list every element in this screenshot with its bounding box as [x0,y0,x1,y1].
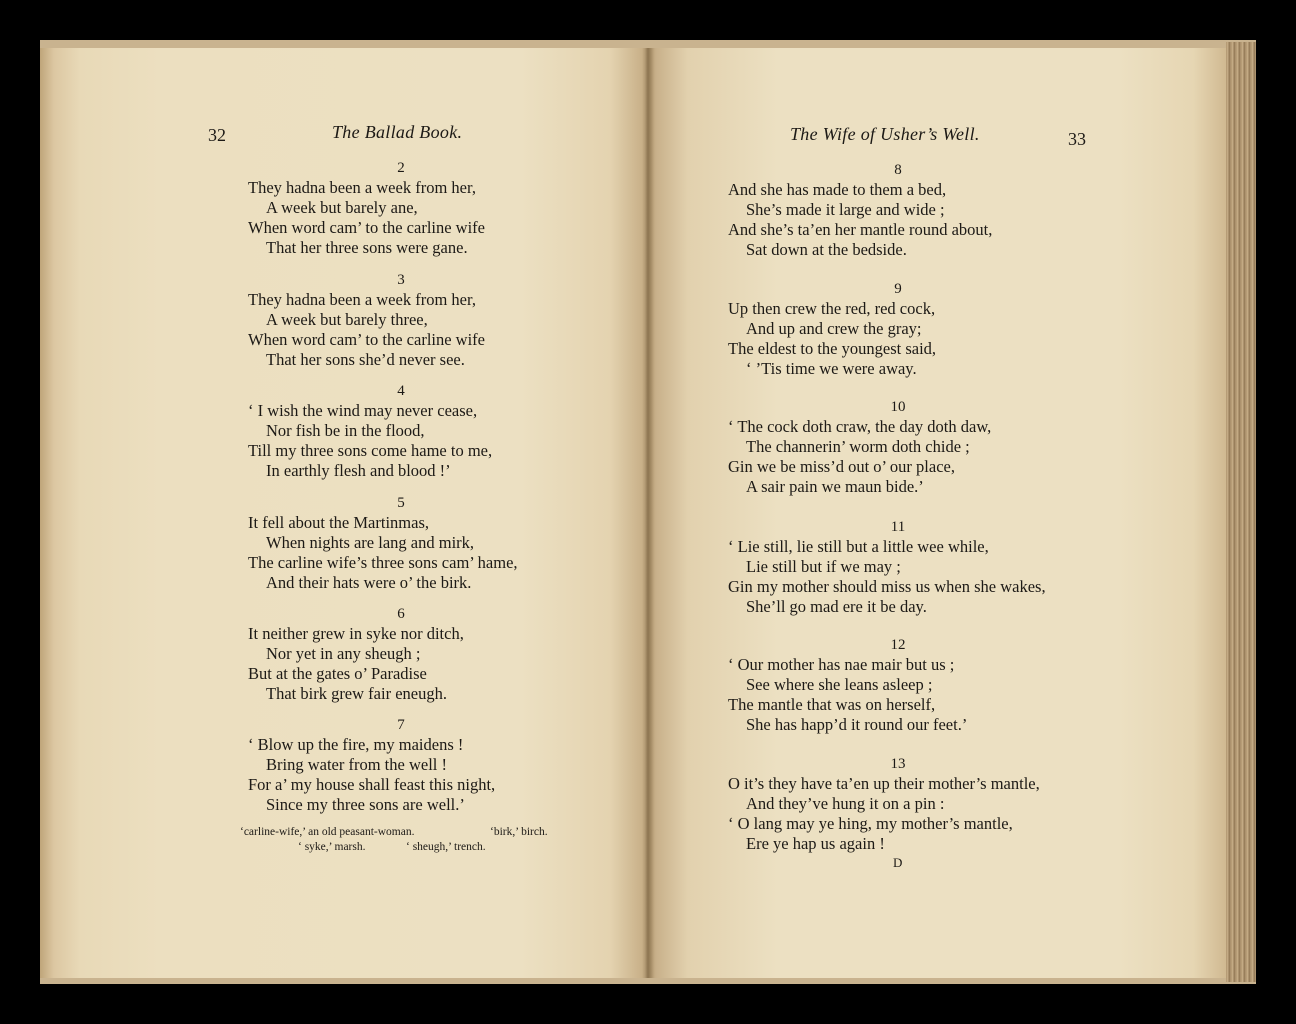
verse-line: That her sons she’d never see. [266,350,465,369]
stanza-number: 7 [397,717,405,733]
verse-line: The eldest to the youngest said, [728,339,937,358]
stanza [728,160,1088,260]
verse-line: ‘ Blow up the fire, my maidens ! [248,735,464,754]
verse-line: ‘ Our mother has nae mair but us ; [728,655,955,674]
verse-line: ‘ The cock doth craw, the day doth daw, [728,417,992,436]
stanza-number: 9 [894,281,902,297]
verse-line: Nor yet in any sheugh ; [266,644,421,663]
verse-line: The mantle that was on herself, [728,695,936,714]
verse-line: Up then crew the red, red cock, [728,299,936,318]
stanza [728,517,1098,617]
verse-line: ‘ O lang may ye hing, my mother’s mantle, [728,814,1013,833]
verse-line: But at the gates o’ Paradise [248,664,427,683]
stanza-number: 3 [397,272,405,288]
verse-line: When nights are lang and mirk, [266,533,475,552]
verse-line: Ere ye hap us again ! [746,834,885,853]
stanza-number: 5 [397,495,405,511]
left-running-head: The Ballad Book. [332,122,463,142]
verse-line: A week but barely three, [266,310,428,329]
footnote: ‘ syke,’ marsh. [298,841,366,853]
stanza [248,158,578,258]
stanza [728,279,1088,379]
verse-line: That birk grew fair eneugh. [266,684,447,703]
verse-line: ‘ Lie still, lie still but a little wee while, [728,537,989,556]
verse-line: And up and crew the gray; [746,319,922,338]
verse-line: The carline wife’s three sons cam’ hame, [248,553,518,572]
verse-line: In earthly flesh and blood !’ [266,461,451,480]
right-page-number: 33 [1068,129,1086,149]
verse-line: See where she leans asleep ; [746,675,933,694]
verse-line: It fell about the Martinmas, [248,513,429,532]
book-gutter [642,48,654,978]
stanza-number: 10 [890,399,906,415]
stanza [248,493,578,593]
stanza-number: 11 [890,519,906,535]
stanza [728,635,1088,735]
footnote: ‘ sheugh,’ trench. [406,841,486,853]
left-page-number: 32 [208,125,226,145]
verse-line: And they’ve hung it on a pin : [746,794,945,813]
stanza-number: 13 [890,756,906,772]
stanza [728,754,1098,854]
stanza-number: 12 [890,637,906,653]
stanza-number: 8 [894,162,902,178]
verse-line: And she’s ta’en her mantle round about, [728,220,993,239]
verse-line: Since my three sons are well.’ [266,795,465,814]
verse-line: For a’ my house shall feast this night, [248,775,496,794]
verse-line: Gin we be miss’d out o’ our place, [728,457,955,476]
verse-line: When word cam’ to the carline wife [248,330,486,349]
verse-line: And she has made to them a bed, [728,180,947,199]
verse-line: The channerin’ worm doth chide ; [746,437,970,456]
verse-line: O it’s they have ta’en up their mother’s mantle, [728,774,1040,793]
stanza [248,604,578,704]
page-edges [1226,42,1256,982]
signature-mark: D [893,855,903,870]
verse-line: She’ll go mad ere it be day. [746,597,927,616]
verse-line: That her three sons were gane. [266,238,468,257]
stanza-number: 2 [397,160,405,176]
verse-line: They hadna been a week from her, [248,290,476,309]
footnote: ‘birk,’ birch. [490,826,548,838]
verse-line: When word cam’ to the carline wife [248,218,486,237]
verse-line: Lie still but if we may ; [746,557,901,576]
stanza [248,381,578,481]
stanza-number: 4 [397,383,405,399]
right-running-head: The Wife of Usher’s Well. [790,124,980,144]
stanza [248,270,578,370]
verse-line: It neither grew in syke nor ditch, [248,624,464,643]
stanza [728,397,1088,497]
verse-line: Gin my mother should miss us when she wakes, [728,577,1046,596]
verse-line: And their hats were o’ the birk. [266,573,472,592]
verse-line: A sair pain we maun bide.’ [746,477,924,496]
verse-line: Till my three sons come hame to me, [248,441,493,460]
verse-line: Sat down at the bedside. [746,240,907,259]
verse-line: She’s made it large and wide ; [746,200,945,219]
stanza-number: 6 [397,606,405,622]
verse-line: ‘ ’Tis time we were away. [746,359,917,378]
verse-line: ‘ I wish the wind may never cease, [248,401,478,420]
footnote: ‘carline-wife,’ an old peasant-woman. [240,826,415,838]
verse-line: They hadna been a week from her, [248,178,476,197]
stanza [248,715,578,815]
verse-line: A week but barely ane, [266,198,418,217]
verse-line: She has happ’d it round our feet.’ [746,715,968,734]
verse-line: Bring water from the well ! [266,755,447,774]
verse-line: Nor fish be in the flood, [266,421,425,440]
